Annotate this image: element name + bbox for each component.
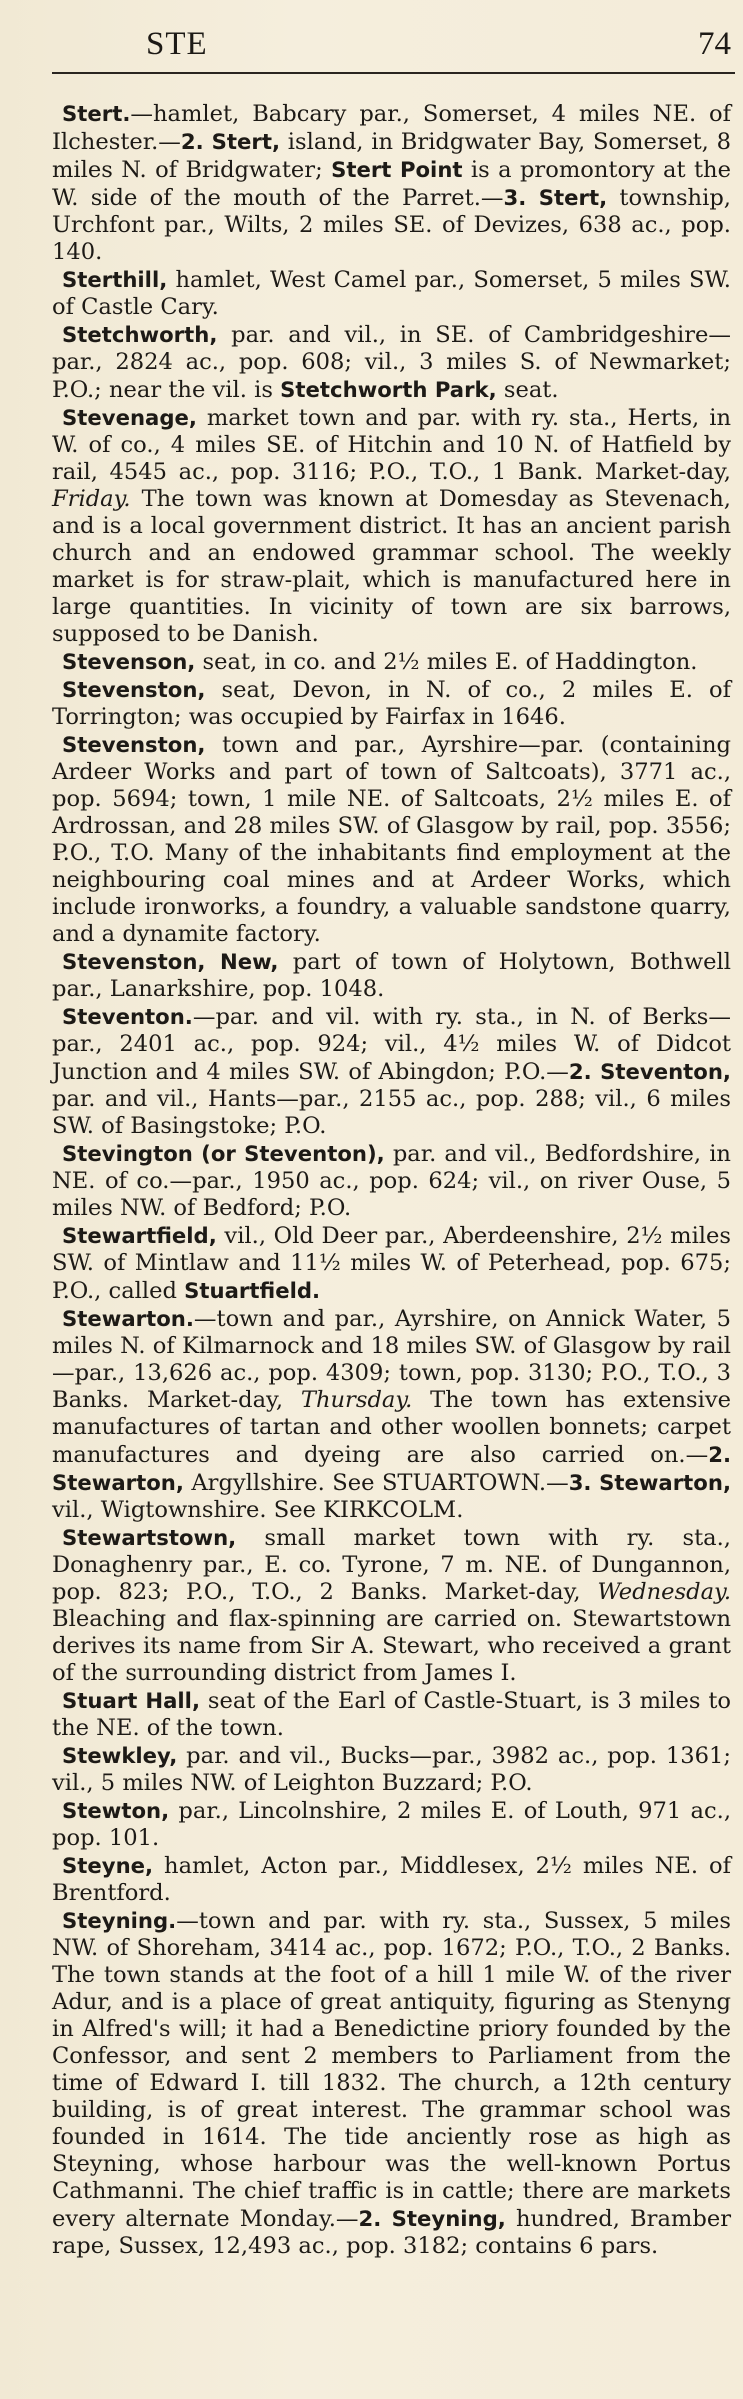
entry-headword: Stuart Hall, (62, 1688, 200, 1713)
entry-text: seat, in co. and 2½ miles E. of Haddington. (195, 649, 698, 675)
entry-headword: 2. Stert, (180, 129, 281, 154)
entry-headword: 3. Stert, (503, 185, 608, 210)
gazetteer-entry (52, 404, 731, 648)
gazetteer-entry (52, 1687, 731, 1742)
entry-text: small market town with ry. sta., Donaghenry par., E. co. Tyrone, 7 m. NE. of Dungannon, pop. 823; P.O., T.O., 2 Banks. Market-day, (52, 1525, 731, 1605)
entry-headword: Stevenson, (62, 649, 196, 674)
page-number: 74 (698, 26, 731, 62)
entry-headword: Stetchworth Park, (280, 377, 497, 402)
entry-italic-text: Thursday. (300, 1387, 413, 1413)
entry-headword: Stevenage, (62, 405, 197, 430)
entry-text: town and par., Ayrshire—par. (containing Ardeer Works and part of town of Saltcoats), 3771 ac., pop. 5694; town, 1 mile NE. of Saltcoats, 2½ miles E. of Ardrossan, and 28 miles SW. of Glasgow by rail, pop. 3556; P.O., T.O. Many of the inhabitants find employment at the neighbouring coal mines and at Ardeer Works, which include ironworks, a foundry, a valuable sandstone quarry, and a dynamite factory. (52, 732, 731, 947)
entry-list (52, 100, 731, 2260)
entry-headword: 3. Stewarton, (568, 1470, 731, 1495)
gazetteer-entry (52, 1797, 731, 1852)
entry-headword: 2. Stewarton, (52, 1442, 731, 1495)
gazetteer-entry (52, 1003, 731, 1140)
gazetteer-entry (52, 321, 731, 404)
entry-text: par. and vil., Hants—par., 2155 ac., pop. 288; vil., 6 miles SW. of Basingstoke; P.O. (52, 1086, 731, 1139)
entry-text: is a promontory at the W. side of the mouth of the Parret.— (52, 157, 731, 211)
entry-text: vil., Wigtownshire. See KIRKCOLM. (52, 1497, 464, 1523)
gazetteer-entry (52, 100, 731, 266)
entry-text: seat. (496, 377, 559, 403)
entry-text: seat, Devon, in N. of co., 2 miles E. of Torrington; was occupied by Fairfax in 1646. (52, 677, 731, 730)
entry-text: part of town of Holytown, Bothwell par., Lanarkshire, pop. 1048. (52, 949, 731, 1002)
entry-headword: Stert Point (331, 157, 463, 182)
entry-headword: Stewartfield, (62, 1223, 217, 1248)
header-rule (52, 72, 735, 74)
entry-text: —town and par., Ayrshire, on Annick Water, 5 miles N. of Kilmarnock and 18 miles SW. of Glasgow by rail—par., 13,626 ac., pop. 4309; town, pop. 3130; P.O., T.O., 3 Banks. Market-day, (52, 1306, 731, 1413)
entry-headword: Stewton, (62, 1798, 170, 1823)
entry-text: —hamlet, Babcary par., Somerset, 4 miles NE. of Ilchester.— (52, 101, 731, 155)
entry-headword: Steyning. (62, 1908, 177, 1933)
gazetteer-entry (52, 731, 731, 948)
entry-text: par. and vil., Bedfordshire, in NE. of co.—par., 1950 ac., pop. 624; vil., on river Ouse, 5 miles NW. of Bedford; P.O. (52, 1141, 731, 1221)
gazetteer-entry (52, 948, 731, 1003)
entry-text: hundred, Bramber rape, Sussex, 12,493 ac., pop. 3182; contains 6 pars. (52, 2206, 731, 2259)
running-head: STE (146, 26, 208, 62)
entry-text: seat of the Earl of Castle-Stuart, is 3 miles to the NE. of the town. (52, 1688, 731, 1741)
entry-italic-text: Friday. (52, 486, 131, 512)
entry-headword: Stewarton. (62, 1306, 194, 1331)
entry-headword: Stetchworth, (62, 322, 218, 347)
entry-text: The town was known at Domesday as Stevenach, and is a local government district. It has an ancient parish church and an endowed grammar school. The weekly market is for straw-plait, which is manufactured here in large quantities. In vicinity of town are six barrows, supposed to be Danish. (52, 486, 731, 647)
gazetteer-entry (52, 1742, 731, 1797)
entry-headword: Sterthill, (62, 267, 168, 292)
entry-text: township, Urchfont par., Wilts, 2 miles SE. of Devizes, 638 ac., pop. 140. (52, 185, 731, 265)
entry-headword: Steventon. (62, 1004, 193, 1029)
gazetteer-entry (52, 1140, 731, 1222)
entry-headword: Stewkley, (62, 1743, 178, 1768)
gazetteer-entry (52, 676, 731, 731)
entry-text: par. and vil., Bucks—par., 3982 ac., pop. 1361; vil., 5 miles NW. of Leighton Buzzard; P.O. (52, 1743, 731, 1796)
entry-text: island, in Bridgwater Bay, Somerset, 8 miles N. of Bridgwater; (52, 129, 731, 183)
entry-text: par., Lincolnshire, 2 miles E. of Louth, 971 ac., pop. 101. (52, 1798, 731, 1851)
entry-text: The town has extensive manufactures of tartan and other woollen bonnets; carpet manufactures and dyeing are also carried on.— (52, 1387, 732, 1468)
entry-headword: Stevenston, New, (62, 949, 279, 974)
entry-text: Bleaching and flax-spinning are carried on. Stewartstown derives its name from Sir A. Stewart, who received a grant of the surrounding district from James I. (52, 1606, 731, 1686)
entry-text: —town and par. with ry. sta., Sussex, 5 miles NW. of Shoreham, 3414 ac., pop. 1672; P.O., T.O., 2 Banks. The town stands at the foot of a hill 1 mile W. of the river Adur, and is a place of great antiquity, figuring as Stenyng in Alfred's will; it had a Benedictine priory founded by the Confessor, and sent 2 members to Parliament from the time of Edward I. till 1832. The church, a 12th century building, is of great interest. The grammar school was founded in 1614. The tide anciently rose as high as Steyning, whose harbour was the well-known Portus Cathmanni. The chief traffic is in cattle; there are markets every alternate Monday.— (52, 1908, 731, 2232)
entry-headword: Stevenston, (62, 677, 206, 702)
entry-headword: Stevington (or Steventon), (62, 1141, 385, 1166)
entry-headword: Stert. (62, 101, 131, 126)
entry-text: par. and vil., in SE. of Cambridgeshire—par., 2824 ac., pop. 608; vil., 3 miles S. of Newmarket; P.O.; near the vil. is (52, 322, 731, 403)
entry-text: market town and par. with ry. sta., Herts, in W. of co., 4 miles SE. of Hitchin and 10 N. of Hatfield by rail, 4545 ac., pop. 3116; P.O., T.O., 1 Bank. Market-day, (52, 405, 731, 485)
gazetteer-entry (52, 1524, 731, 1687)
gazetteer-entry (52, 1852, 731, 1907)
entry-text: —par. and vil. with ry. sta., in N. of Berks—par., 2401 ac., pop. 924; vil., 4½ miles W. of Didcot Junction and 4 miles SW. of Abingdon; P.O.— (52, 1004, 731, 1085)
gazetteer-entry (52, 1305, 731, 1524)
entry-text: Argyllshire. See STUARTOWN.— (183, 1470, 569, 1496)
gazetteer-entry (52, 648, 731, 676)
entry-text: hamlet, Acton par., Middlesex, 2½ miles NE. of Brentford. (52, 1853, 731, 1906)
entry-headword: 2. Steyning, (358, 2206, 506, 2231)
entry-headword: Stuartfield. (184, 1278, 321, 1303)
entry-headword: Stewartstown, (62, 1525, 237, 1550)
gazetteer-entry (52, 1222, 731, 1305)
entry-italic-text: Wednesday. (597, 1579, 731, 1605)
gazetteer-entry (52, 1907, 731, 2260)
entry-headword: Steyne, (62, 1853, 154, 1878)
gazetteer-entry (52, 266, 731, 321)
entry-text: vil., Old Deer par., Aberdeenshire, 2½ miles SW. of Mintlaw and 11½ miles W. of Peterhead, pop. 675; P.O., called (52, 1223, 731, 1304)
page-header (52, 0, 731, 70)
entry-headword: 2. Steventon, (568, 1059, 731, 1084)
entry-headword: Stevenston, (62, 732, 206, 757)
entry-text: hamlet, West Camel par., Somerset, 5 miles SW. of Castle Cary. (52, 267, 731, 320)
